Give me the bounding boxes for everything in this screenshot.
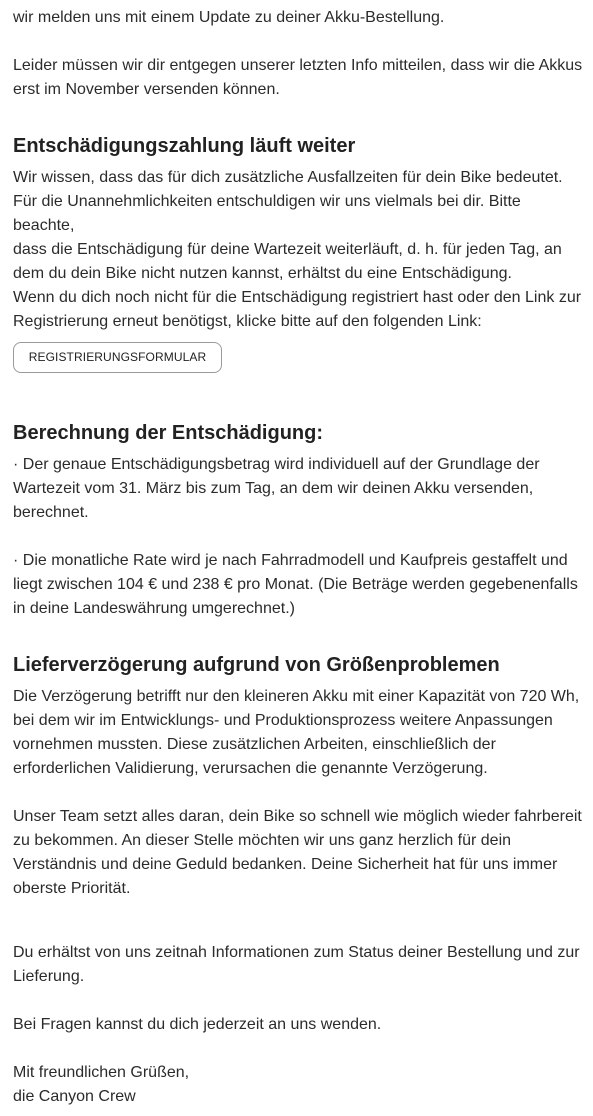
- sign-off: [13, 1061, 189, 1109]
- text-line: in deine Landeswährung umgerechnet.): [13, 600, 295, 617]
- calculation-bullet-1: [13, 453, 540, 525]
- signature: die Canyon Crew: [13, 1088, 136, 1105]
- status-info-paragraph: [13, 941, 580, 989]
- text-line: · Der genaue Entschädigungsbetrag wird individuell auf der Grundlage der: [13, 456, 540, 473]
- intro-line: wir melden uns mit einem Update zu deiner Akku-Bestellung.: [13, 9, 445, 26]
- text-line: · Die monatliche Rate wird je nach Fahrradmodell und Kaufpreis gestaffelt und: [13, 552, 568, 569]
- registration-form-button[interactable]: REGISTRIERUNGSFORMULAR: [13, 342, 222, 373]
- delay-paragraph-1: [13, 685, 579, 781]
- text-line: oberste Priorität.: [13, 880, 131, 897]
- text-line: berechnet.: [13, 504, 89, 521]
- section-heading-delay: Lieferverzögerung aufgrund von Größenproblemen: [13, 654, 500, 676]
- text-line: Wenn du dich noch nicht für die Entschädigung registriert hast oder den Link zur: [13, 289, 582, 306]
- text-line: Lieferung.: [13, 968, 85, 985]
- text-line: Die Verzögerung betrifft nur den kleineren Akku mit einer Kapazität von 720 Wh,: [13, 688, 580, 705]
- text-line: zu bekommen. An dieser Stelle möchten wir uns ganz herzlich für dein: [13, 832, 512, 849]
- text-line: erst im November versenden können.: [13, 81, 280, 98]
- calculation-bullet-2: [13, 549, 578, 621]
- text-line: Wir wissen, dass das für dich zusätzliche Ausfallzeiten für dein Bike bedeutet.: [13, 169, 563, 186]
- text-line: Du erhältst von uns zeitnah Informationen zum Status deiner Bestellung und zur: [13, 944, 580, 961]
- delay-paragraph-2: [13, 805, 582, 901]
- text-line: vornehmen mussten. Diese zusätzlichen Arbeiten, einschließlich der: [13, 736, 496, 753]
- text-line: erforderlichen Validierung, verursachen die genannte Verzögerung.: [13, 760, 488, 777]
- greeting: Mit freundlichen Grüßen,: [13, 1064, 190, 1081]
- text-line: Unser Team setzt alles daran, dein Bike so schnell wie möglich wieder fahrbereit: [13, 808, 582, 825]
- text-line: dem du dein Bike nicht nutzen kannst, erhältst du eine Entschädigung.: [13, 265, 512, 282]
- text-line: Verständnis und deine Geduld bedanken. Deine Sicherheit hat für uns immer: [13, 856, 558, 873]
- section-heading-compensation: Entschädigungszahlung läuft weiter: [13, 135, 356, 157]
- intro-paragraph: [13, 54, 582, 102]
- text-line: Leider müssen wir dir entgegen unserer letzten Info mitteilen, dass wir die Akkus: [13, 57, 583, 74]
- text-line: Für die Unannehmlichkeiten entschuldigen wir uns vielmals bei dir. Bitte beachte,: [13, 193, 521, 234]
- text-line: bei dem wir im Entwicklungs- und Produktionsprozess weitere Anpassungen: [13, 712, 553, 729]
- questions-line: Bei Fragen kannst du dich jederzeit an uns wenden.: [13, 1016, 382, 1033]
- text-line: Registrierung erneut benötigst, klicke bitte auf den folgenden Link:: [13, 313, 482, 330]
- text-line: liegt zwischen 104 € und 238 € pro Monat. (Die Beträge werden gegebenenfalls: [13, 576, 578, 593]
- text-line: dass die Entschädigung für deine Wartezeit weiterläuft, d. h. für jeden Tag, an: [13, 241, 562, 258]
- text-line: Wartezeit vom 31. März bis zum Tag, an dem wir deinen Akku versenden,: [13, 480, 534, 497]
- compensation-paragraph: [13, 166, 585, 334]
- section-heading-calculation: Berechnung der Entschädigung:: [13, 422, 324, 444]
